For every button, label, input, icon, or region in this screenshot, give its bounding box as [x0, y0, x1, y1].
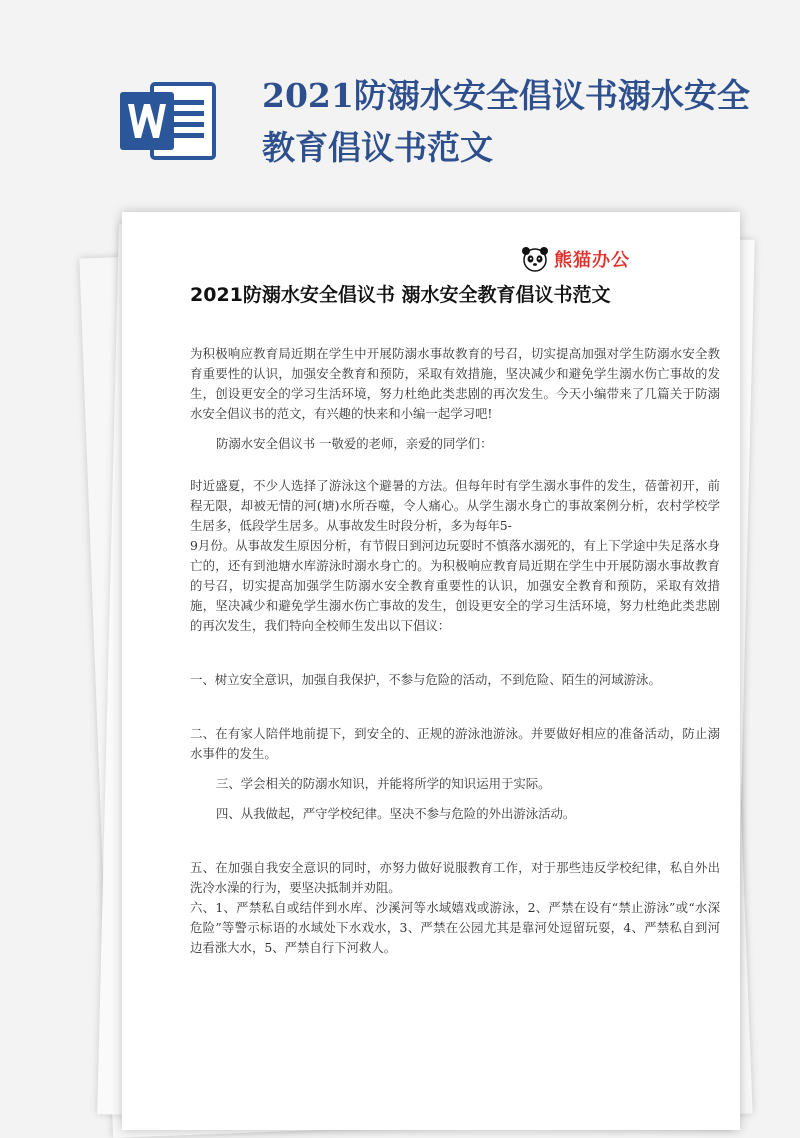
proposal-item-6: 六、1、严禁私自或结伴到水库、沙溪河等水域嬉戏或游泳，2、严禁在设有“禁止游泳”或“水深危险”等警示标语的水域处下水戏水，3、严禁在公园尤其是靠河处逗留玩耍，4、严禁私自到河边看涨大水，5、严禁自行下河救人。 [190, 900, 720, 955]
document-title: 2021防溺水安全倡议书 溺水安全教育倡议书范文 [190, 284, 611, 306]
logo-text: 熊猫办公 [554, 250, 630, 271]
document-page [122, 212, 740, 1130]
word-document-icon [118, 80, 218, 162]
proposal-item-4: 四、从我做起，严守学校纪律。坚决不参与危险的外出游泳活动。 [216, 806, 576, 821]
header-title: 2021防溺水安全倡议书溺水安全教育倡议书范文 [262, 76, 750, 167]
proposal-item-1: 一、树立安全意识，加强自我保护，不参与危险的活动，不到危险、陌生的河域游泳。 [190, 672, 661, 687]
proposal-item-3: 三、学会相关的防溺水知识，并能将所学的知识运用于实际。 [216, 776, 551, 791]
proposal-item-2: 二、在有家人陪伴地前提下，到安全的、正规的游泳池游泳。并要做好相应的准备活动，防止溺水事件的发生。 [190, 726, 720, 761]
body-paragraph-1: 时近盛夏，不少人选择了游泳这个避暑的方法。但每年时有学生溺水事件的发生，蓓蕾初开，前程无限，却被无情的河(塘)水所吞噬，令人痛心。从学生溺水身亡的事故案例分析，农村学校学生居多，低段学生居多。从事故发生时段分析，多为每年5- [190, 478, 720, 533]
document-body [190, 344, 720, 958]
brand-logo [520, 242, 630, 276]
salutation: 防溺水安全倡议书 一敬爱的老师，亲爱的同学们： [216, 436, 493, 451]
intro-paragraph: 为积极响应教育局近期在学生中开展防溺水事故教育的号召，切实提高加强对学生防溺水安全教育重要性的认识，加强安全教育和预防，采取有效措施，坚决减少和避免学生溺水伤亡事故的发生，创设更安全的学习生活环境，努力杜绝此类悲剧的再次发生。今天小编带来了几篇关于防溺水安全倡议书的范文，有兴趣的快来和小编一起学习吧! [190, 346, 720, 421]
panda-icon [520, 244, 550, 274]
body-paragraph-2: 9月份。从事故发生原因分析，有节假日到河边玩耍时不慎落水溺死的，有上下学途中失足落水身亡的，还有到池塘水库游泳时溺水身亡的。为积极响应教育局近期在学生中开展防溺水事故教育的号召，切实提高加强学生防溺水安全教育重要性的认识，加强安全教育和预防，采取有效措施，坚决减少和避免学生溺水伤亡事故的发生，创设更安全的学习生活环境，努力杜绝此类悲剧的再次发生，我们特向全校师生发出以下倡议： [190, 538, 720, 633]
proposal-item-5: 五、在加强自我安全意识的同时，亦努力做好说服教育工作，对于那些违反学校纪律，私自外出洗冷水澡的行为，要坚决抵制并劝阻。 [190, 860, 720, 895]
